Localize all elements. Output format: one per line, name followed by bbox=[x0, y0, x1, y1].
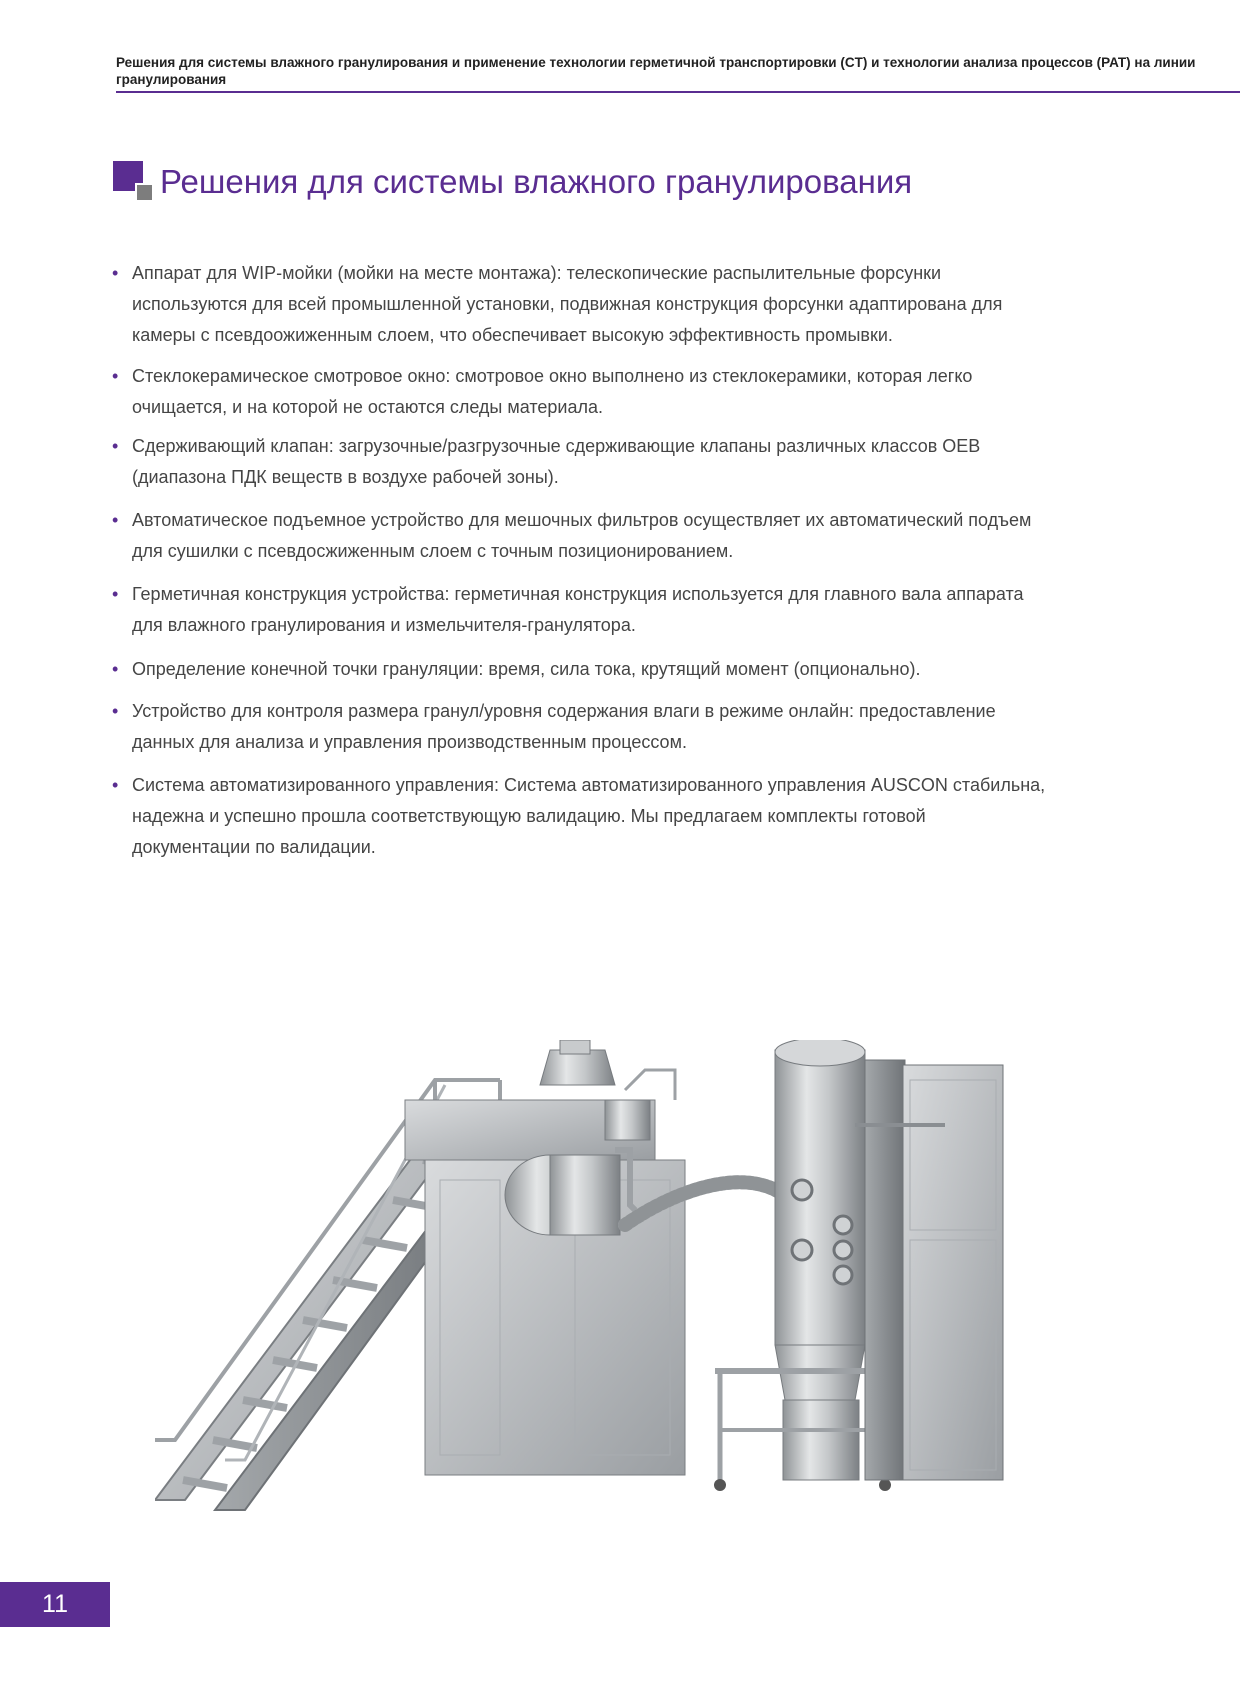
dryer-cabinet bbox=[855, 1060, 1003, 1480]
bullet-dot-icon: • bbox=[112, 775, 119, 795]
bullet-text-line: документации по валидации. bbox=[132, 837, 376, 857]
bullet-text-line: Автоматическое подъемное устройство для мешочных фильтров осуществляет их автоматический подъем bbox=[132, 510, 1032, 530]
bullet-dot-icon: • bbox=[112, 510, 119, 530]
feature-bullet bbox=[112, 696, 1162, 758]
feature-bullet bbox=[112, 770, 1162, 863]
bullet-text-line: очищается, и на которой не остаются следы материала. bbox=[132, 397, 604, 417]
bullet-dot-icon: • bbox=[112, 436, 119, 456]
bullet-text-line: Устройство для контроля размера гранул/уровня содержания влаги в режиме онлайн: предоставление bbox=[132, 701, 996, 721]
bullet-dot-icon: • bbox=[112, 584, 119, 604]
bullet-dot-icon: • bbox=[112, 366, 119, 386]
bullet-text-line: для сушилки с псевдосжиженным слоем с точным позиционированием. bbox=[132, 541, 734, 561]
bullet-text-line: данных для анализа и управления производственным процессом. bbox=[132, 732, 687, 752]
running-header-line-1: Решения для системы влажного гранулирования и применение технологии герметичной транспортировки (CT) и технологии анализа процессов (PAT) на линии bbox=[116, 55, 1196, 70]
bullet-text-line: Сдерживающий клапан: загрузочные/разгрузочные сдерживающие клапаны различных классов OEB bbox=[132, 436, 981, 456]
feature-bullet bbox=[112, 654, 1162, 685]
feature-bullet bbox=[112, 361, 1162, 423]
bullet-text-line: (диапазона ПДК веществ в воздухе рабочей зоны). bbox=[132, 467, 559, 487]
running-header bbox=[116, 54, 1240, 88]
feature-bullet bbox=[112, 258, 1162, 351]
bullet-text-line: Система автоматизированного управления: Система автоматизированного управления AUSCON стабильна, bbox=[132, 775, 1046, 795]
bullet-text-line: надежна и успешно прошла соответствующую валидацию. Мы предлагаем комплекты готовой bbox=[132, 806, 926, 826]
bullet-dot-icon: • bbox=[112, 263, 119, 283]
bullet-text-line: Аппарат для WIP-мойки (мойки на месте монтажа): телескопические распылительные форсунки bbox=[132, 263, 942, 283]
bullet-dot-icon: • bbox=[112, 701, 119, 721]
wet-granulator bbox=[405, 1040, 685, 1475]
bullet-text-line: для влажного гранулирования и измельчителя-гранулятора. bbox=[132, 615, 636, 635]
bullet-dot-icon: • bbox=[112, 659, 119, 679]
bullet-text-line: Герметичная конструкция устройства: герметичная конструкция используется для главного вала аппарата bbox=[132, 584, 1024, 604]
feature-bullet bbox=[112, 579, 1162, 641]
bullet-text-line: используются для всей промышленной установки, подвижная конструкция форсунки адаптирована для bbox=[132, 294, 1003, 314]
feature-bullet-list bbox=[112, 258, 1162, 873]
bullet-text-line: камеры с псевдоожиженным слоем, что обеспечивает высокую эффективность промывки. bbox=[132, 325, 893, 345]
feature-bullet bbox=[112, 431, 1162, 493]
page-number-tab: 11 bbox=[0, 1582, 110, 1627]
bullet-text-line: Определение конечной точки грануляции: время, сила тока, крутящий момент (опционально). bbox=[132, 659, 921, 679]
header-divider bbox=[116, 91, 1240, 93]
granulation-line-equipment-image bbox=[155, 1040, 1055, 1530]
feature-bullet bbox=[112, 505, 1162, 567]
section-square-icon bbox=[113, 161, 151, 199]
fluid-bed-dryer bbox=[714, 1040, 891, 1491]
running-header-line-2: гранулирования bbox=[116, 72, 227, 87]
section-square-grey bbox=[135, 183, 154, 202]
section-title: Решения для системы влажного гранулирования bbox=[160, 163, 913, 200]
bullet-text-line: Стеклокерамическое смотровое окно: смотровое окно выполнено из стеклокерамики, которая легко bbox=[132, 366, 973, 386]
